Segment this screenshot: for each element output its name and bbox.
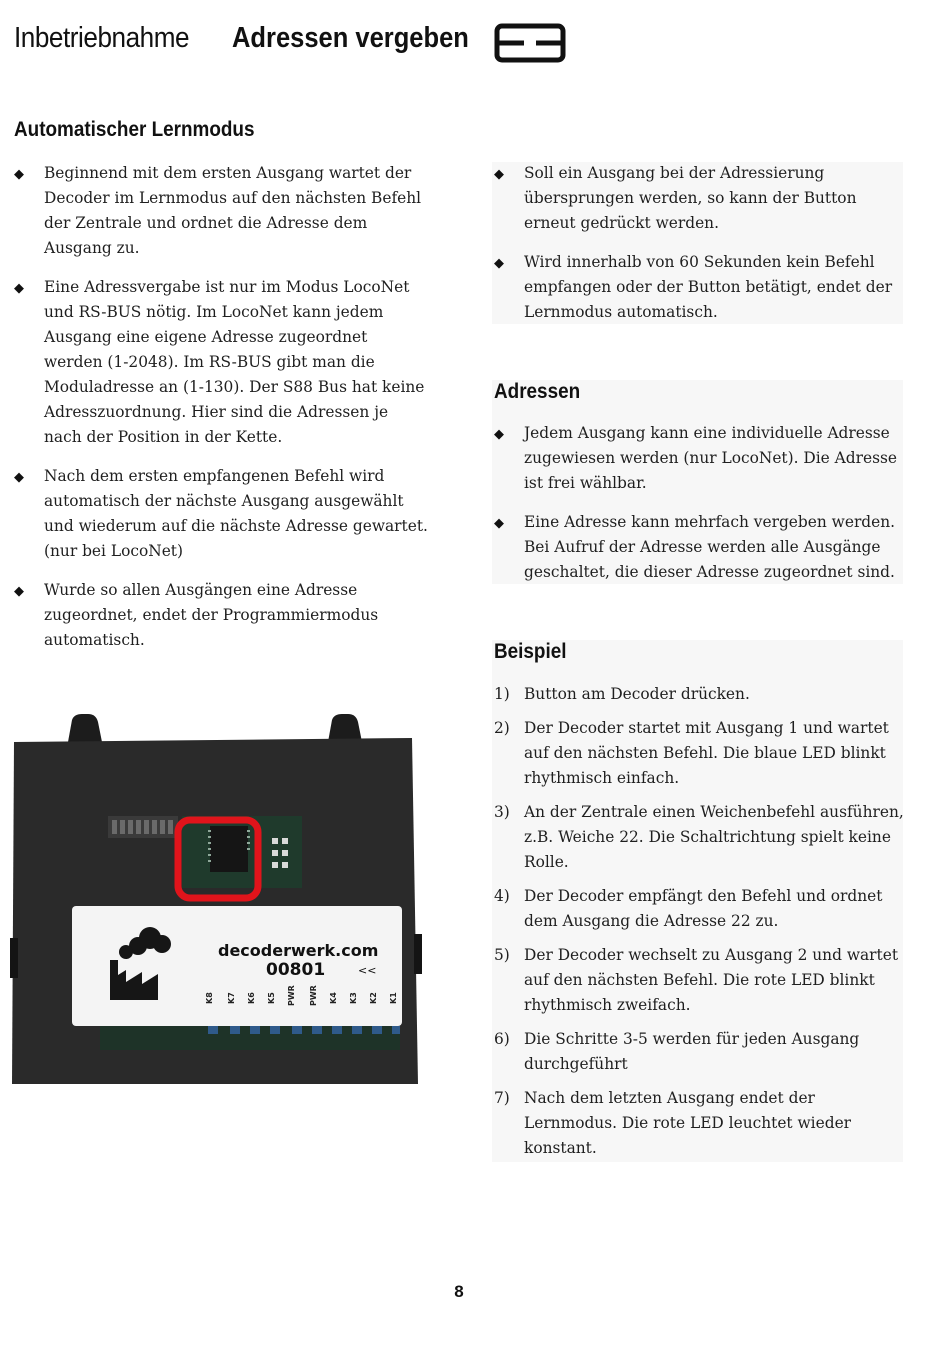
step-item: 1) Button am Decoder drücken. [494, 685, 750, 703]
learn-mode-list [14, 161, 428, 667]
bullet-diamond-icon: ◆ [14, 281, 24, 296]
page-number: 8 [454, 1282, 464, 1301]
pin-label: K6 [247, 992, 256, 1004]
addresses-list [494, 421, 902, 599]
bullet-diamond-icon: ◆ [14, 167, 24, 182]
pin-label: PWR [309, 985, 318, 1006]
list-item: ◆ Soll ein Ausgang bei der Adressierung übersprungen werden, so kann der Button erneut gedrückt werden. [494, 164, 857, 232]
photo-brand-text: decoderwerk.com [218, 941, 379, 960]
bullet-diamond-icon: ◆ [14, 584, 24, 599]
learn-mode-notes-list [494, 161, 902, 339]
pin-label: PWR [287, 985, 296, 1006]
pin-label: K4 [329, 992, 338, 1004]
bullet-diamond-icon: ◆ [494, 167, 504, 182]
example-heading: Beispiel [494, 640, 567, 663]
list-item: ◆ Jedem Ausgang kann eine individuelle Adresse zugewiesen werden (nur LocoNet). Die Adresse ist frei wählbar. [494, 424, 897, 492]
bullet-diamond-icon: ◆ [494, 256, 504, 271]
pin-label: K7 [227, 992, 236, 1004]
pin-label: K2 [369, 992, 378, 1004]
list-item: ◆ Beginnend mit dem ersten Ausgang wartet der Decoder im Lernmodus auf den nächsten Befehl der Zentrale und ordnet die Adresse dem Ausgang zu. [14, 164, 422, 257]
pin-label: K1 [389, 992, 398, 1004]
step-item: 2) Der Decoder startet mit Ausgang 1 und wartet auf den nächsten Befehl. Die blaue LED blinkt rhythmisch einfach. [494, 719, 889, 787]
photo-arrows-text: << [358, 964, 377, 977]
decoder-photo [10, 712, 422, 1086]
bullet-diamond-icon: ◆ [494, 516, 504, 531]
bullet-diamond-icon: ◆ [14, 470, 24, 485]
addresses-heading: Adressen [494, 380, 581, 403]
decoder-module-icon [494, 23, 566, 63]
list-item: ◆ Wurde so allen Ausgängen eine Adresse zugeordnet, endet der Programmiermodus automatisch. [14, 581, 379, 649]
step-item: 7) Nach dem letzten Ausgang endet der Lernmodus. Die rote LED leuchtet wieder konstant. [494, 1089, 852, 1157]
learn-mode-heading: Automatischer Lernmodus [14, 118, 255, 141]
list-item: ◆ Wird innerhalb von 60 Sekunden kein Befehl empfangen oder der Button betätigt, endet der Lernmodus automatisch. [494, 253, 893, 321]
list-item: ◆ Eine Adressvergabe ist nur im Modus LocoNet und RS-BUS nötig. Im LocoNet kann jedem Ausgang eine eigene Adresse zugeordnet werden (1-2048). Im RS-BUS gibt man die Moduladresse an (1-130). Der S88 Bus hat keine Adresszuordnung. Hier sind die Adressen je nach der Position in der Kette. [14, 278, 425, 446]
photo-serial-text: 00801 [266, 960, 326, 980]
page-title: Adressen vergeben [232, 22, 469, 54]
step-item: 4) Der Decoder empfängt den Befehl und ordnet dem Ausgang die Adresse 22 zu. [494, 887, 883, 930]
example-steps [494, 682, 904, 1170]
pin-label: K5 [267, 992, 276, 1004]
pin-label: K8 [205, 992, 214, 1004]
bullet-diamond-icon: ◆ [494, 427, 504, 442]
section-label: Inbetriebnahme [14, 22, 190, 54]
pin-label: K3 [349, 992, 358, 1004]
step-item: 6) Die Schritte 3-5 werden für jeden Ausgang durchgeführt [494, 1030, 860, 1073]
list-item: ◆ Eine Adresse kann mehrfach vergeben werden. Bei Aufruf der Adresse werden alle Ausgänge geschaltet, die dieser Adresse zugeordnet sind. [494, 513, 896, 581]
step-item: 5) Der Decoder wechselt zu Ausgang 2 und wartet auf den nächsten Befehl. Die rote LED blinkt rhythmisch zweifach. [494, 946, 899, 1014]
list-item: ◆ Nach dem ersten empfangenen Befehl wird automatisch der nächste Ausgang ausgewählt und wiederum auf die nächste Adresse gewartet. (nur bei LocoNet) [14, 467, 428, 560]
step-item: 3) An der Zentrale einen Weichenbefehl ausführen, z.B. Weiche 22. Die Schaltrichtung spielt keine Rolle. [494, 803, 904, 871]
